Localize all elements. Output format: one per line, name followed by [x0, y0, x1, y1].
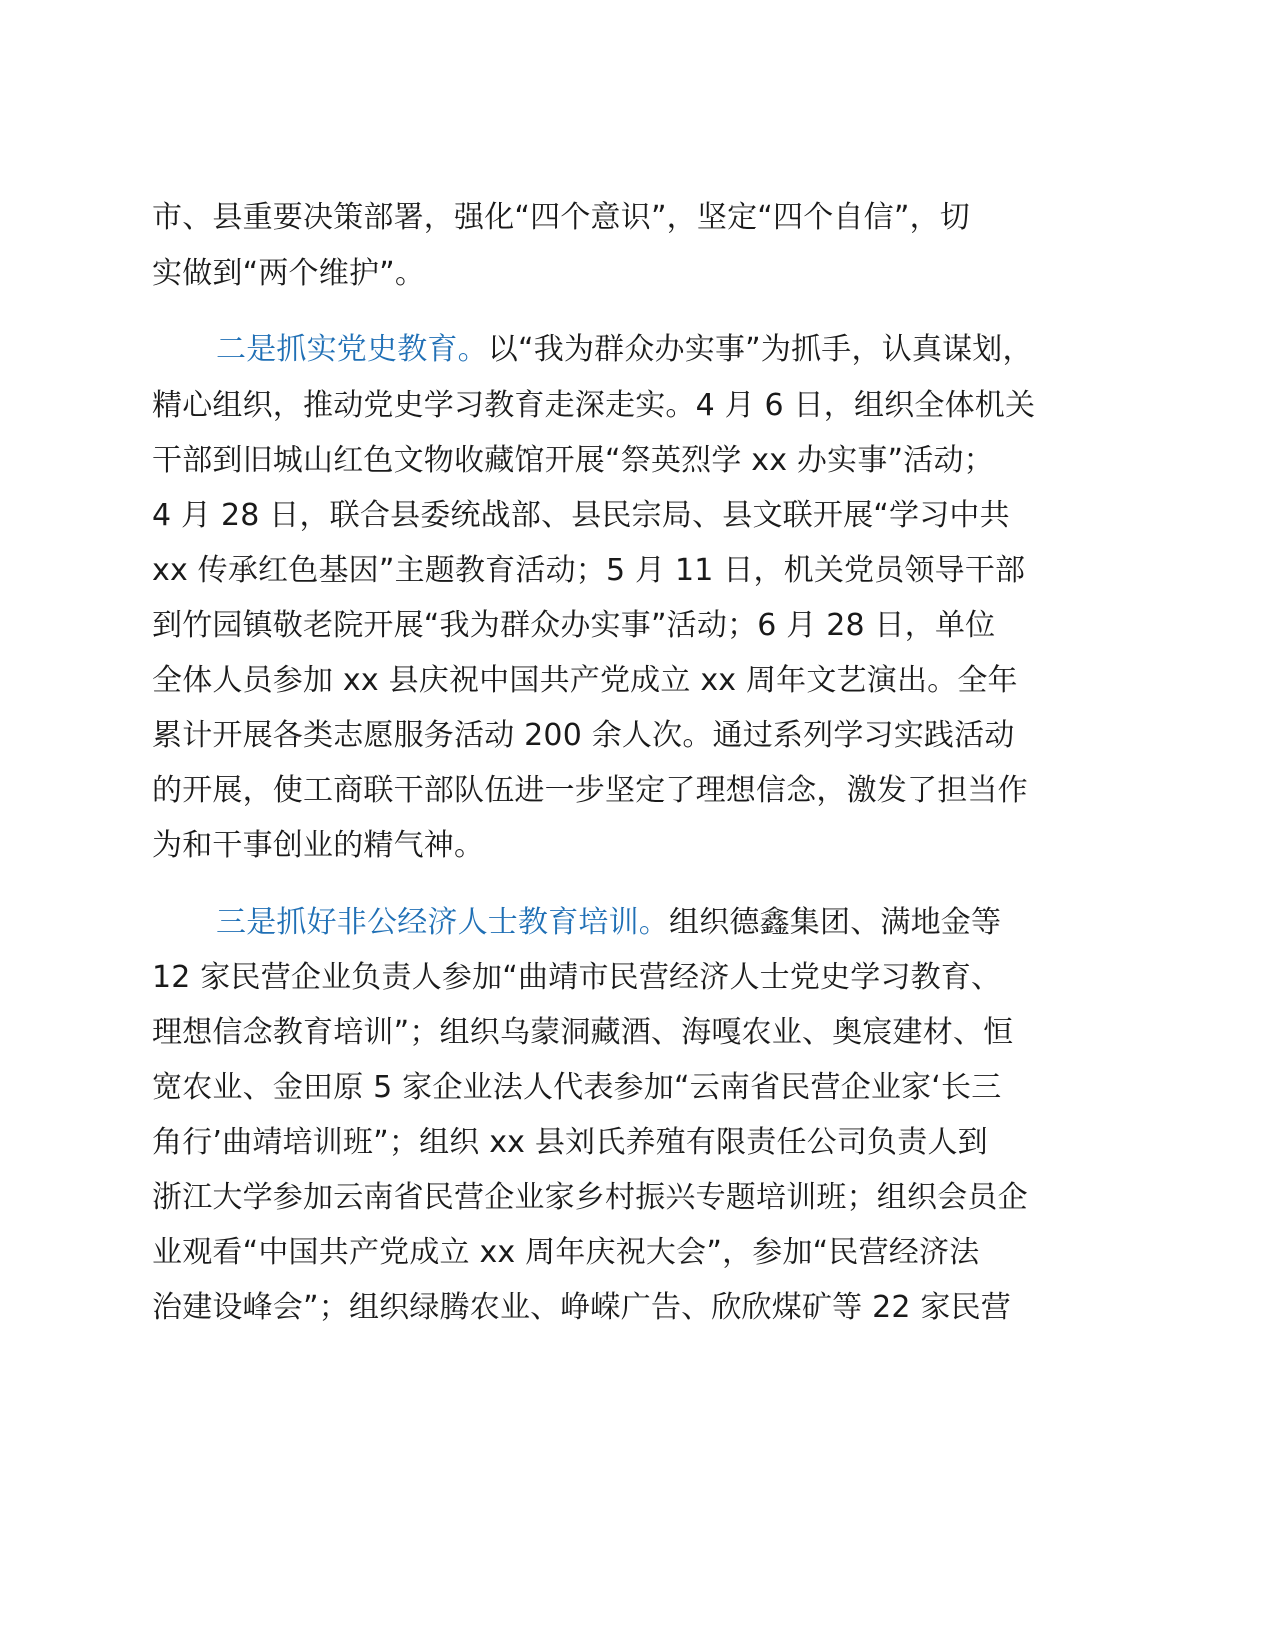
- paragraph-2-line-1: [216, 322, 1122, 378]
- paragraph-1-line-1: 市、县重要决策部署，强化“四个意识”，坚定“四个自信”，切: [152, 200, 970, 235]
- paragraph-2-line-3: 干部到旧城山红色文物收藏馆开展“祭英烈学 xx 办实事”活动；: [152, 443, 994, 478]
- paragraph-3-line-8: 治建设峰会”；组织绿腾农业、峥嵘广告、欣欣煤矿等 22 家民营: [152, 1290, 1011, 1325]
- paragraph-2-line-7: 全体人员参加 xx 县庆祝中国共产党成立 xx 周年文艺演出。全年: [152, 663, 1018, 698]
- paragraph-2-line-6: 到竹园镇敬老院开展“我为群众办实事”活动；6 月 28 日，单位: [152, 608, 996, 643]
- paragraph-3-heading: 三是抓好非公经济人士教育培训。: [216, 905, 669, 940]
- paragraph-2-line-9: 的开展，使工商联干部队伍进一步坚定了理想信念，激发了担当作: [152, 773, 1028, 808]
- paragraph-2-line-2: 精心组织，推动党史学习教育走深走实。4 月 6 日，组织全体机关: [152, 388, 1036, 423]
- paragraph-2-line-5: xx 传承红色基因”主题教育活动；5 月 11 日，机关党员领导干部: [152, 553, 1026, 588]
- paragraph-3-line-5: 角行’曲靖培训班”；组织 xx 县刘氏养殖有限责任公司负责人到: [152, 1125, 988, 1160]
- paragraph-2-line-8: 累计开展各类志愿服务活动 200 余人次。通过系列学习实践活动: [152, 718, 1015, 753]
- paragraph-3-line-1: [216, 895, 1122, 951]
- paragraph-3-line-6: 浙江大学参加云南省民营企业家乡村振兴专题培训班；组织会员企: [152, 1180, 1028, 1215]
- paragraph-2-heading: 二是抓实党史教育。: [216, 332, 488, 367]
- paragraph-3-line-3: 理想信念教育培训”；组织乌蒙洞藏酒、海嘎农业、奥宸建材、恒: [152, 1015, 1014, 1050]
- paragraph-2-line-10: 为和干事创业的精气神。: [152, 828, 485, 863]
- paragraph-3-line-2: 12 家民营企业负责人参加“曲靖市民营经济人士党史学习教育、: [152, 960, 1002, 995]
- paragraph-3-first-line-text: 组织德鑫集团、满地金等: [669, 905, 1002, 940]
- paragraph-3-line-7: 业观看“中国共产党成立 xx 周年庆祝大会”，参加“民营经济法: [152, 1235, 980, 1270]
- paragraph-1-line-2: 实做到“两个维护”。: [152, 256, 426, 291]
- paragraph-2-line-4: 4 月 28 日，联合县委统战部、县民宗局、县文联开展“学习中共: [152, 498, 1010, 533]
- paragraph-3-line-4: 宽农业、金田原 5 家企业法人代表参加“云南省民营企业家‘长三: [152, 1070, 1002, 1105]
- paragraph-2-first-line-text: 以“我为群众办实事”为抓手，认真谋划，: [487, 332, 1033, 367]
